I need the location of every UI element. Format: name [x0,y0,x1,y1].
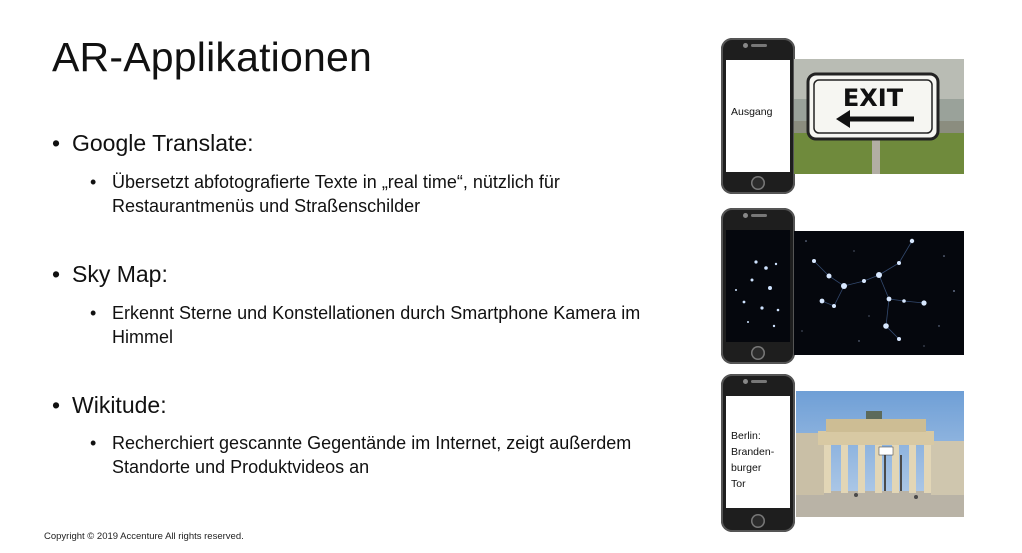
sub-bullet-google-translate [90,170,690,218]
sub-bullet-wikitude [90,431,690,479]
exit-sign-text: EXIT [842,84,904,112]
phone-screen [726,396,790,508]
bullet-heading: Sky Map: [72,261,168,287]
sub-bullet-text: Recherchiert gescannte Gegentände im Internet, zeigt außerdem Standorte und Produktvideos an [112,433,632,477]
phone-screen [726,230,790,342]
phone-screen-text: Berlin: Branden- burger Tor [731,430,775,490]
smartphone-translate [721,38,795,194]
speaker-icon [751,44,767,47]
smartphone-wikitude [721,374,795,532]
camera-icon [743,43,748,48]
phone-screen [726,60,790,172]
bullet-google-translate [52,130,254,157]
home-button-icon [751,346,765,360]
sub-bullet-sky-map [90,301,690,349]
sub-bullet-dot: • [90,172,97,192]
bullet-sky-map [52,261,168,288]
bullet-wikitude [52,392,167,419]
speaker-icon [751,380,767,383]
brandenburg-gate-photo [796,391,964,517]
bullet-heading: Google Translate: [72,130,254,156]
home-button-icon [751,514,765,528]
camera-icon [743,379,748,384]
sub-bullet-dot: • [90,303,97,323]
copyright-footer: Copyright © 2019 Accenture All rights reserved. [44,531,244,542]
bullet-dot: • [52,392,61,418]
smartphone-sky-map [721,208,795,364]
bullet-heading: Wikitude: [72,392,167,418]
bullet-dot: • [52,130,61,156]
exit-sign-photo [794,59,964,174]
star-constellation-photo [794,231,964,355]
phone-screen-text: Ausgang [731,106,773,118]
sub-bullet-text: Übersetzt abfotografierte Texte in „real time“, nützlich für Restaurantmenüs und Straßenschilder [112,172,560,216]
bullet-dot: • [52,261,61,287]
home-button-icon [751,176,765,190]
sub-bullet-text: Erkennt Sterne und Konstellationen durch Smartphone Kamera im Himmel [112,303,641,347]
slide-title: AR-Applikationen [52,34,372,80]
sub-bullet-dot: • [90,433,97,453]
camera-icon [743,213,748,218]
speaker-icon [751,214,767,217]
